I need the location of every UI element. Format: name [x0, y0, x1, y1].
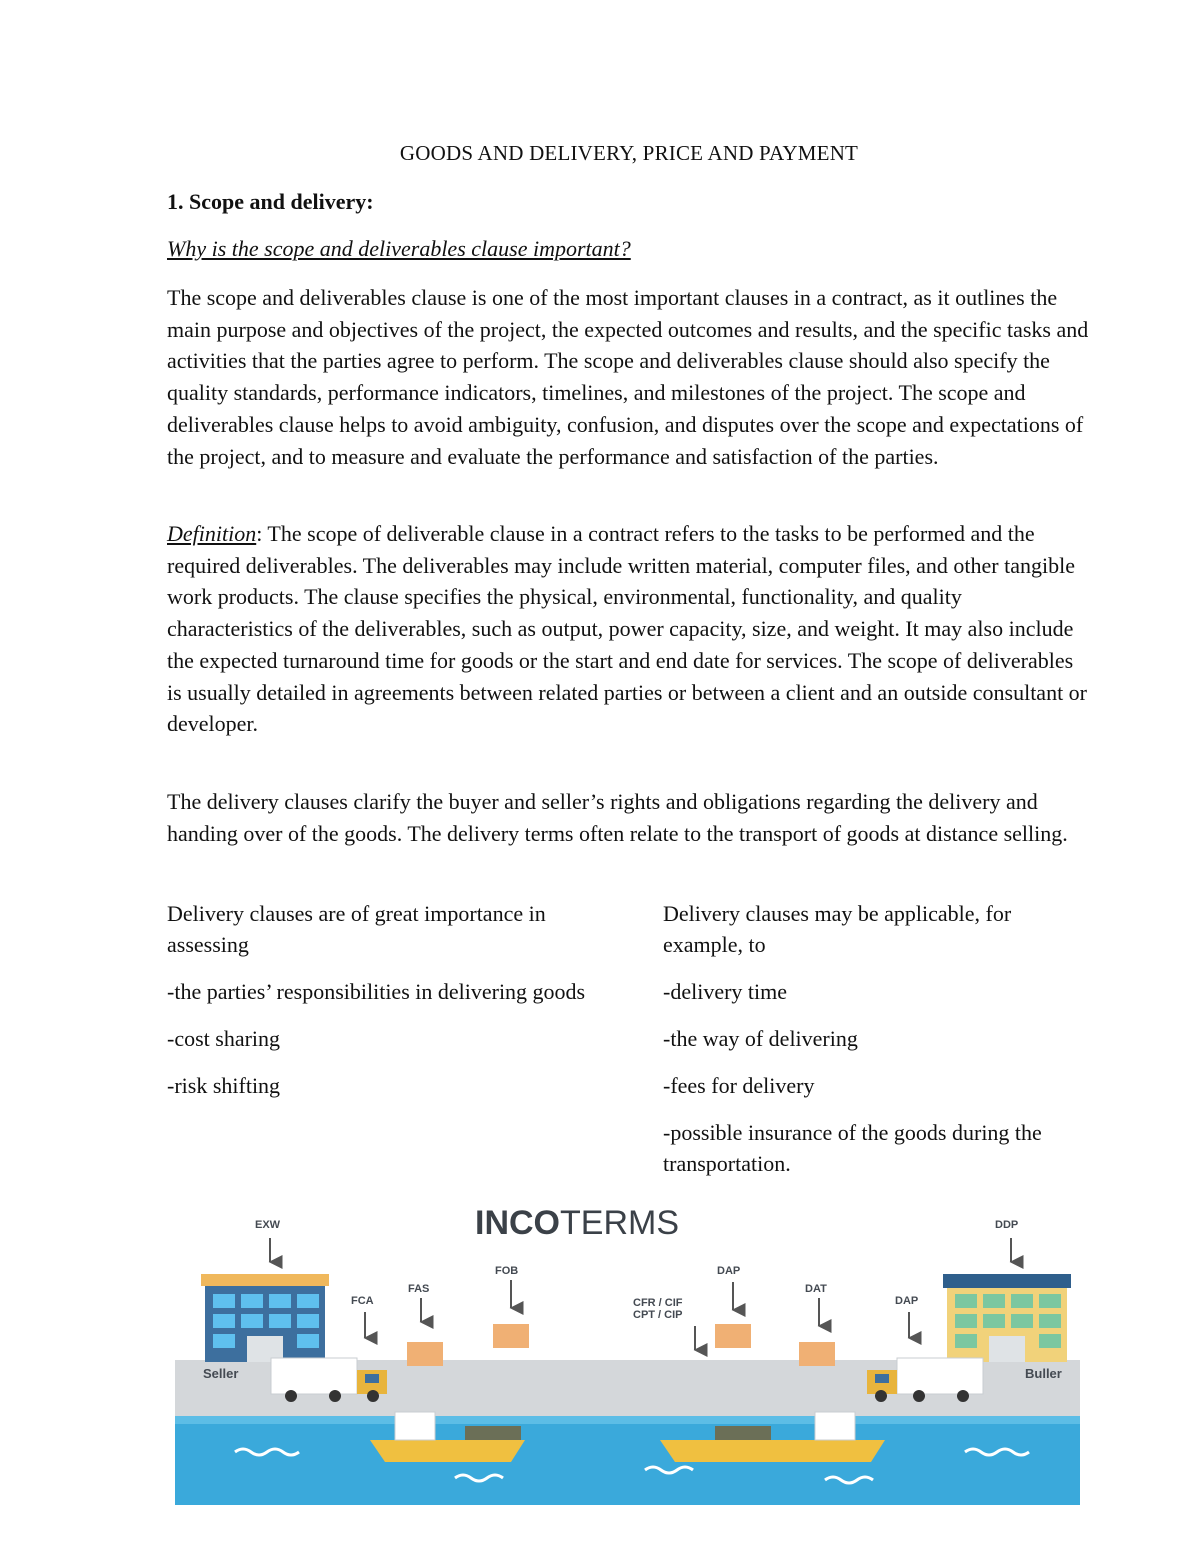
- list-item: -the way of delivering: [663, 1026, 858, 1051]
- seller-building: [201, 1274, 329, 1362]
- list-item: -possible insurance of the goods during the transportation.: [663, 1120, 1042, 1176]
- label-seller: Seller: [203, 1366, 239, 1381]
- label-exw: EXW: [255, 1219, 281, 1231]
- buyer-building: [943, 1274, 1071, 1362]
- figure-title: INCOTERMS: [475, 1204, 679, 1242]
- cargo-box: [407, 1342, 443, 1366]
- cargo-box: [715, 1324, 751, 1348]
- list-item: -the parties’ responsibilities in delivering goods: [167, 979, 586, 1004]
- label-cfr-cif: CFR / CIF: [633, 1297, 683, 1309]
- paragraph-scope: The scope and deliverables clause is one of the most important clauses in a contract, as it outlines the main purpose and objectives of the project, the expected outcomes and results, and the specific tasks and activities that the parties agree to perform. The scope and deliverables clause should also specify the quality standards, performance indicators, timelines, and milestones of the project. The scope and deliverables clause helps to avoid ambiguity, confusion, and disputes over the scope and expectations of the project, and to measure and evaluate the performance and satisfaction of the parties.: [167, 285, 1089, 469]
- list-item: -risk shifting: [167, 1073, 281, 1098]
- paragraph-definition: [167, 518, 1092, 740]
- question-subheading: Why is the scope and deliverables clause important?: [167, 236, 631, 261]
- right-column-intro: Delivery clauses may be applicable, for example, to: [663, 901, 1012, 957]
- label-buyer: Buller: [1025, 1366, 1062, 1381]
- cargo-box: [493, 1324, 529, 1348]
- label-dap-right: DAP: [895, 1295, 919, 1307]
- label-fas: FAS: [408, 1283, 430, 1295]
- incoterms-figure: [175, 1200, 1080, 1505]
- label-fca: FCA: [351, 1295, 374, 1307]
- definition-text: : The scope of deliverable clause in a contract refers to the tasks to be performed and the required deliverables. The deliverables may include written material, computer files, and other tangible work products. The clause specifies the physical, environmental, functionality, and quality characteristics of the deliverables, such as output, power capacity, size, and weight. It may also include the expected turnaround time for goods or the start and end date for services. The scope of deliverables is usually detailed in agreements between related parties or between a client and an outside consultant or developer.: [167, 521, 1088, 737]
- document-title: GOODS AND DELIVERY, PRICE AND PAYMENT: [399, 141, 859, 165]
- definition-label: Definition: [167, 521, 257, 546]
- label-dat: DAT: [805, 1283, 827, 1295]
- list-item: -fees for delivery: [663, 1073, 815, 1098]
- label-fob: FOB: [495, 1265, 519, 1277]
- list-item: -delivery time: [663, 979, 788, 1004]
- label-cpt-cip: CPT / CIP: [633, 1309, 683, 1321]
- list-item: -cost sharing: [167, 1026, 281, 1051]
- incoterms-illustration: [175, 1200, 1080, 1505]
- left-column: [167, 898, 607, 1117]
- section-heading: 1. Scope and delivery:: [167, 189, 374, 214]
- water: [175, 1416, 1080, 1505]
- cargo-box: [799, 1342, 835, 1366]
- label-ddp: DDP: [995, 1219, 1019, 1231]
- label-dap-mid: DAP: [717, 1265, 741, 1277]
- paragraph-delivery: The delivery clauses clarify the buyer and seller’s rights and obligations regarding the delivery and handing over of the goods. The delivery terms often relate to the transport of goods at distance selling.: [167, 789, 1068, 846]
- left-column-intro: Delivery clauses are of great importance in assessing: [167, 901, 546, 957]
- right-column: [663, 898, 1093, 1195]
